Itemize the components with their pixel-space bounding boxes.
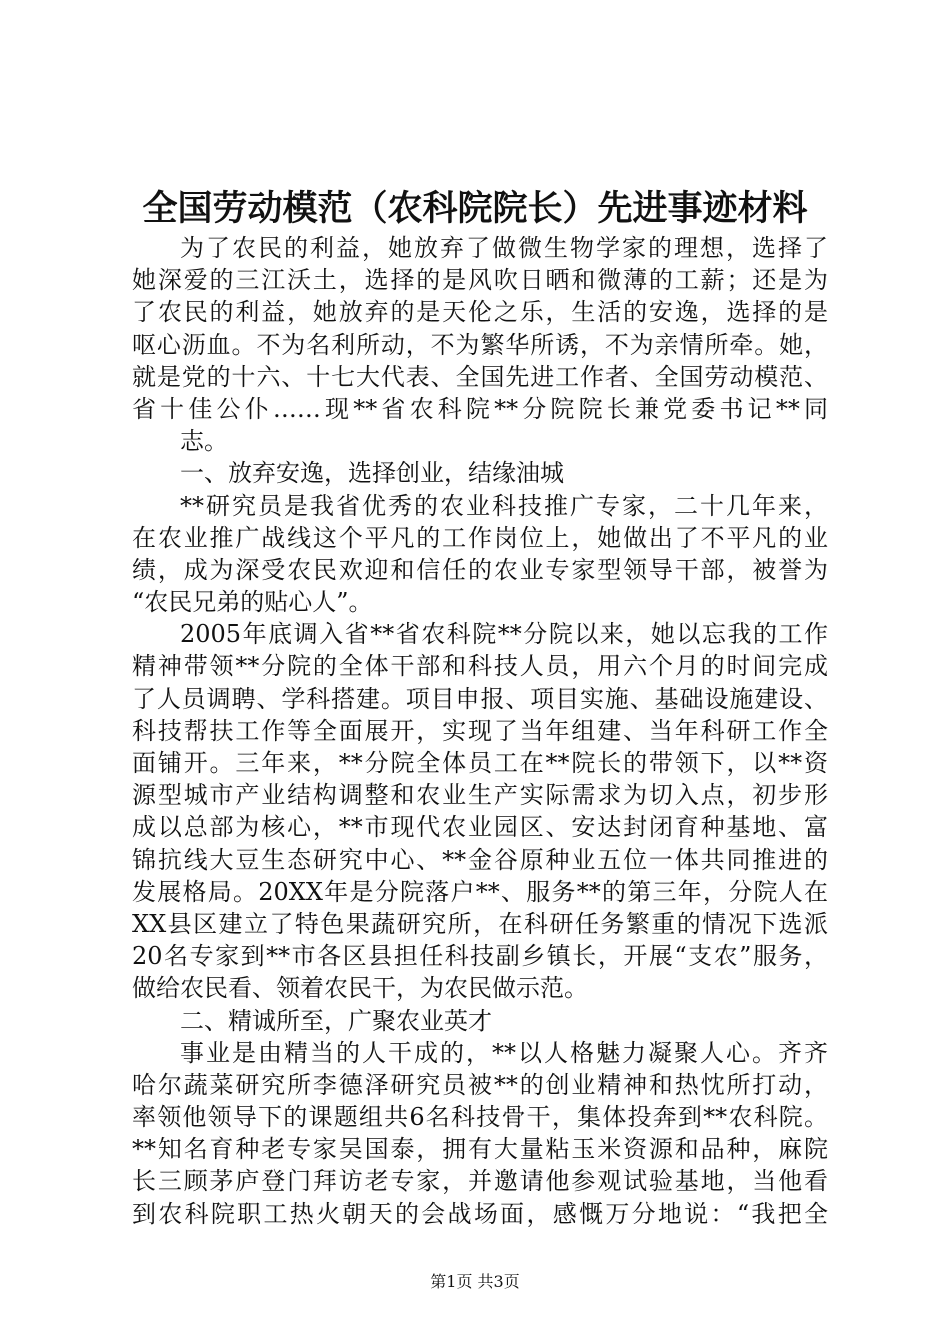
document-body: [132, 232, 828, 1230]
paragraph-line: 做给农民看、领着农民干，为农民做示范。: [132, 974, 588, 1003]
document-title: 全国劳动模范（农科院院长）先进事迹材料: [142, 188, 808, 229]
section-heading: 二、精诚所至，广聚农业英才: [180, 1006, 492, 1035]
paragraph-line: “农民兄弟的贴心人”。: [132, 588, 373, 617]
paragraph-line: 锦抗线大豆生态研究中心、**金谷原种业五位一体共同推进的: [132, 845, 828, 874]
paragraph-line: 事业是由精当的人干成的，**以人格魅力凝聚人心。齐齐: [180, 1038, 828, 1067]
paragraph-line: 发展格局。20XX年是分院落户**、服务**的第三年，分院人在: [132, 877, 828, 906]
paragraph-line: 了人员调聘、学科搭建。项目申报、项目实施、基础设施建设、: [132, 684, 828, 713]
paragraph-line: **研究员是我省优秀的农业科技推广专家，二十几年来，: [180, 491, 828, 520]
paragraph-line: 2005年底调入省**省农科院**分院以来，她以忘我的工作: [180, 620, 828, 649]
paragraph-line: 志。: [180, 427, 228, 456]
paragraph-line: 率领他领导下的课题组共6名科技骨干，集体投奔到**农科院。: [132, 1103, 828, 1132]
paragraph-line: **知名育种老专家吴国泰，拥有大量粘玉米资源和品种，麻院: [132, 1135, 828, 1164]
paragraph-line: XX县区建立了特色果蔬研究所，在科研任务繁重的情况下选派: [132, 909, 828, 938]
paragraph-line: 绩，成为深受农民欢迎和信任的农业专家型领导干部，被誉为: [132, 555, 828, 584]
section-heading: 一、放弃安逸，选择创业，结缘油城: [180, 459, 564, 488]
paragraph-line: 源型城市产业结构调整和农业生产实际需求为切入点，初步形: [132, 781, 828, 810]
paragraph-line: 就是党的十六、十七大代表、全国先进工作者、全国劳动模范、: [132, 362, 828, 391]
paragraph-line: 科技帮扶工作等全面展开，实现了当年组建、当年科研工作全: [132, 716, 828, 745]
paragraph-line: 到农科院职工热火朝天的会战场面，感慨万分地说：“我把全: [132, 1199, 828, 1228]
paragraph-line: 在农业推广战线这个平凡的工作岗位上，她做出了不平凡的业: [132, 523, 828, 552]
paragraph-line: 呕心沥血。不为名利所动，不为繁华所诱，不为亲情所牵。她，: [132, 330, 828, 359]
paragraph-line: 了农民的利益，她放弃的是天伦之乐，生活的安逸，选择的是: [132, 298, 828, 327]
page-footer: 第1页 共3页: [430, 1272, 520, 1291]
paragraph-line: 成以总部为核心，**市现代农业园区、安达封闭育种基地、富: [132, 813, 828, 842]
paragraph-line: 省十佳公仆……现**省农科院**分院院长兼党委书记**同: [132, 394, 828, 423]
paragraph-line: 20名专家到**市各区县担任科技副乡镇长，开展“支农”服务，: [132, 942, 828, 971]
paragraph-line: 长三顾茅庐登门拜访老专家，并邀请他参观试验基地，当他看: [132, 1167, 828, 1196]
paragraph-line: 精神带领**分院的全体干部和科技人员，用六个月的时间完成: [132, 652, 828, 681]
paragraph-line: 她深爱的三江沃土，选择的是风吹日晒和微薄的工薪；还是为: [132, 266, 828, 295]
paragraph-line: 为了农民的利益，她放弃了做微生物学家的理想，选择了: [180, 234, 828, 262]
paragraph-line: 面铺开。三年来，**分院全体员工在**院长的带领下，以**资: [132, 749, 828, 777]
paragraph-line: 哈尔蔬菜研究所李德泽研究员被**的创业精神和热忱所打动，: [132, 1070, 828, 1099]
